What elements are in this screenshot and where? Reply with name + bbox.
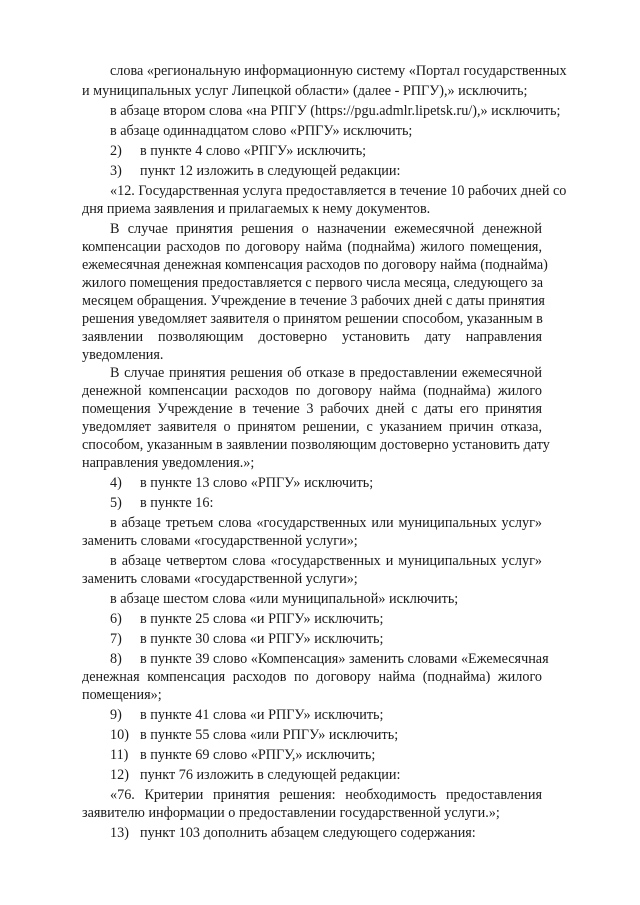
text-line: помещения»; — [82, 687, 162, 703]
text-line: заменить словами «государственной услуги»; — [82, 571, 358, 587]
text-line: направления уведомления.»; — [82, 455, 255, 471]
text-line: в абзаце третьем слова «государственных или муниципальных услуг» — [110, 515, 542, 531]
text-line: денежная компенсация расходов по договору найма (поднайма) жилого — [82, 669, 542, 685]
text-line: заменить словами «государственной услуги»; — [82, 533, 358, 549]
item-number: 5) — [110, 495, 122, 511]
text-line: и муниципальных услуг Липецкой области» (далее - РПГУ),» исключить; — [82, 83, 528, 99]
item-number: 11) — [110, 747, 129, 763]
text-line: в абзаце втором слова «на РПГУ (https://pgu.admlr.lipetsk.ru/),» исключить; — [110, 103, 561, 119]
item-number: 3) — [110, 163, 122, 179]
text-line: ежемесячная денежная компенсация расходов по договору найма (поднайма) — [82, 257, 548, 273]
text-line: пункт 76 изложить в следующей редакции: — [140, 767, 401, 783]
text-line: В случае принятия решения об отказе в предоставлении ежемесячной — [110, 365, 542, 381]
text-line: жилого помещения предоставляется с первого числа месяца, следующего за — [82, 275, 544, 291]
text-line: решения уведомляет заявителя о принятом решении способом, указанным в — [82, 311, 543, 327]
item-number: 2) — [110, 143, 122, 159]
text-line: компенсации расходов по договору найма (поднайма) жилого помещения, — [82, 239, 542, 255]
item-number: 9) — [110, 707, 122, 723]
text-line: «12. Государственная услуга предоставляется в течение 10 рабочих дней со — [110, 183, 567, 199]
text-line: в пункте 39 слово «Компенсация» заменить словами «Ежемесячная — [140, 651, 549, 667]
text-line: пункт 12 изложить в следующей редакции: — [140, 163, 401, 179]
text-line: в пункте 55 слова «или РПГУ» исключить; — [140, 727, 399, 743]
text-line: дня приема заявления и прилагаемых к нему документов. — [82, 201, 431, 217]
text-line: денежной компенсации расходов по договору найма (поднайма) жилого — [82, 383, 542, 399]
item-number: 10) — [110, 727, 129, 743]
item-number: 4) — [110, 475, 122, 491]
text-line: заявителю информации о предоставлении государственной услуги.»; — [82, 805, 500, 821]
text-line: в абзаце шестом слова «или муниципальной» исключить; — [110, 591, 459, 607]
text-line: в абзаце четвертом слова «государственных и муниципальных услуг» — [110, 553, 542, 569]
text-line: в пункте 13 слово «РПГУ» исключить; — [140, 475, 374, 491]
text-line: помещения Учреждение в течение 3 рабочих дней с даты его принятия — [82, 401, 542, 417]
text-line: в пункте 30 слова «и РПГУ» исключить; — [140, 631, 384, 647]
text-line: в пункте 41 слова «и РПГУ» исключить; — [140, 707, 384, 723]
item-number: 13) — [110, 825, 129, 841]
text-line: в пункте 69 слово «РПГУ,» исключить; — [140, 747, 376, 763]
text-line: пункт 103 дополнить абзацем следующего содержания: — [140, 825, 476, 841]
text-line: уведомления. — [82, 347, 164, 363]
text-line: слова «региональную информационную систему «Портал государственных — [110, 63, 567, 79]
item-number: 7) — [110, 631, 122, 647]
text-line: «76. Критерии принятия решения: необходимость предоставления — [110, 787, 542, 803]
item-number: 12) — [110, 767, 129, 783]
text-line: в пункте 4 слово «РПГУ» исключить; — [140, 143, 367, 159]
item-number: 6) — [110, 611, 122, 627]
text-line: В случае принятия решения о назначении ежемесячной денежной — [110, 221, 542, 237]
text-line: в пункте 25 слова «и РПГУ» исключить; — [140, 611, 384, 627]
text-line: уведомляет заявителя о принятом решении, с указанием причин отказа, — [82, 419, 542, 435]
text-line: в абзаце одиннадцатом слово «РПГУ» исключить; — [110, 123, 413, 139]
text-line: заявлении позволяющим достоверно установить дату направления — [82, 329, 542, 345]
text-line: в пункте 16: — [140, 495, 214, 511]
text-line: способом, указанным в заявлении позволяющим достоверно установить дату — [82, 437, 550, 453]
text-line: месяцем обращения. Учреждение в течение 3 рабочих дней с даты принятия — [82, 293, 545, 309]
item-number: 8) — [110, 651, 122, 667]
